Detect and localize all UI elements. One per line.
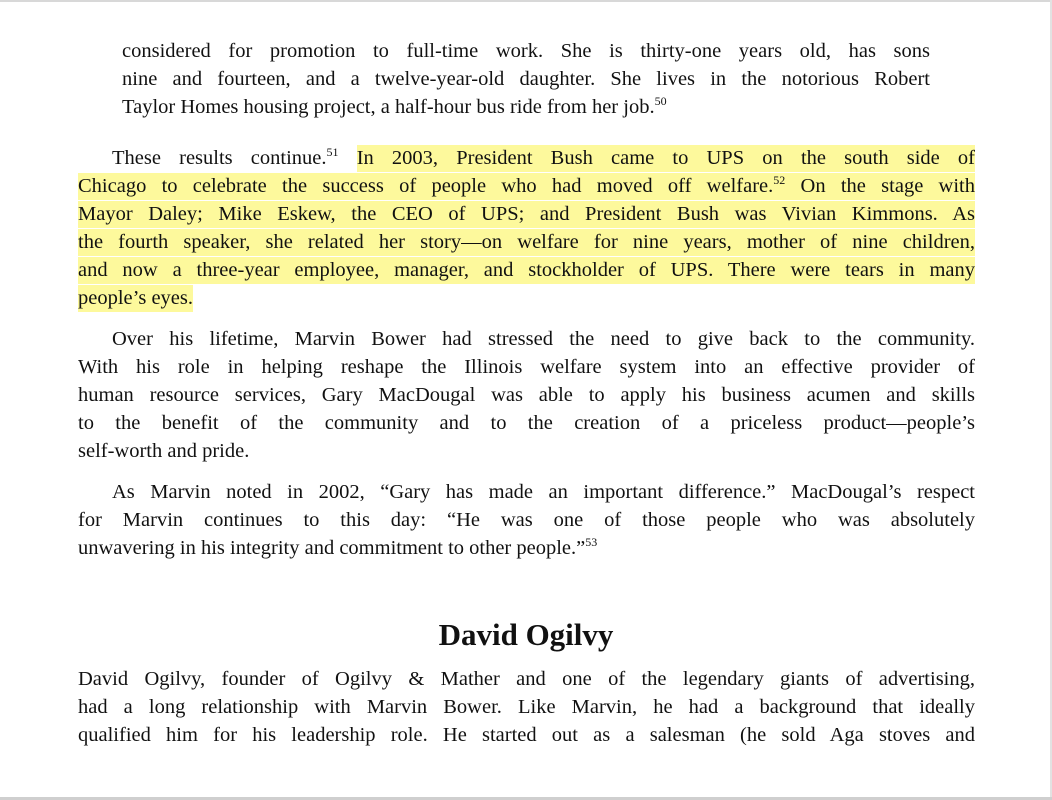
paragraph-line: self-worth and pride.	[78, 440, 250, 462]
paragraph-line	[78, 200, 975, 228]
paragraph-line: Over his lifetime, Marvin Bower had stressed the need to give back to the community.	[112, 328, 975, 350]
block-quote-line: nine and fourteen, and a twelve-year-old daughter. She lives in the notorious Robert	[122, 68, 930, 90]
paragraph-line: With his role in helping reshape the Illinois welfare system into an effective provider of	[78, 356, 975, 378]
block-quote-line: Taylor Homes housing project, a half-hour bus ride from her job.$^{50}$	[122, 94, 667, 118]
paragraph-line: to the benefit of the community and to the creation of a priceless product—people’s	[78, 412, 975, 434]
paragraph-line: These results continue.$^{51}$ In 2003, President Bush came to UPS on the south side of	[112, 144, 975, 172]
paragraph-line	[78, 228, 975, 256]
highlighted-text[interactable]: the fourth speaker, she related her story—on welfare for nine years, mother of nine children,	[78, 229, 975, 256]
footnote-marker[interactable]: 53	[585, 535, 598, 549]
highlighted-text[interactable]: and now a three-year employee, manager, and stockholder of UPS. There were tears in many	[78, 257, 975, 284]
paragraph-line: for Marvin continues to this day: “He was one of those people who was absolutely	[78, 509, 975, 531]
highlighted-text[interactable]: Chicago to celebrate the success of people who had moved off welfare.$^{52}$ On the stage with	[78, 173, 975, 200]
footnote-marker[interactable]: 50	[654, 94, 667, 108]
paragraph-line: qualified him for his leadership role. He started out as a salesman (he sold Aga stoves and	[78, 724, 975, 746]
footnote-marker[interactable]: 51	[326, 145, 339, 159]
section-heading: David Ogilvy	[438, 617, 614, 652]
paragraph-line: unwavering in his integrity and commitment to other people.”$^{53}$	[78, 535, 598, 559]
paragraph-line: human resource services, Gary MacDougal was able to apply his business acumen and skills	[78, 384, 975, 406]
paragraph-line: David Ogilvy, founder of Ogilvy & Mather and one of the legendary giants of advertising,	[78, 668, 975, 690]
paragraph-line	[78, 172, 975, 200]
highlighted-text[interactable]: people’s eyes.	[78, 285, 193, 312]
highlighted-text[interactable]: In 2003, President Bush came to UPS on the south side of	[357, 145, 975, 172]
highlighted-text[interactable]: Mayor Daley; Mike Eskew, the CEO of UPS; and President Bush was Vivian Kimmons. As	[78, 201, 975, 228]
paragraph-line: had a long relationship with Marvin Bower. Like Marvin, he had a background that ideally	[78, 696, 975, 718]
paragraph-line: As Marvin noted in 2002, “Gary has made an important difference.” MacDougal’s respect	[112, 481, 975, 503]
block-quote-line: considered for promotion to full-time work. She is thirty-one years old, has sons	[122, 40, 930, 62]
footnote-marker[interactable]: 52	[773, 173, 786, 187]
paragraph-line	[78, 284, 975, 312]
page-top-border	[0, 0, 1052, 2]
paragraph-line	[78, 256, 975, 284]
